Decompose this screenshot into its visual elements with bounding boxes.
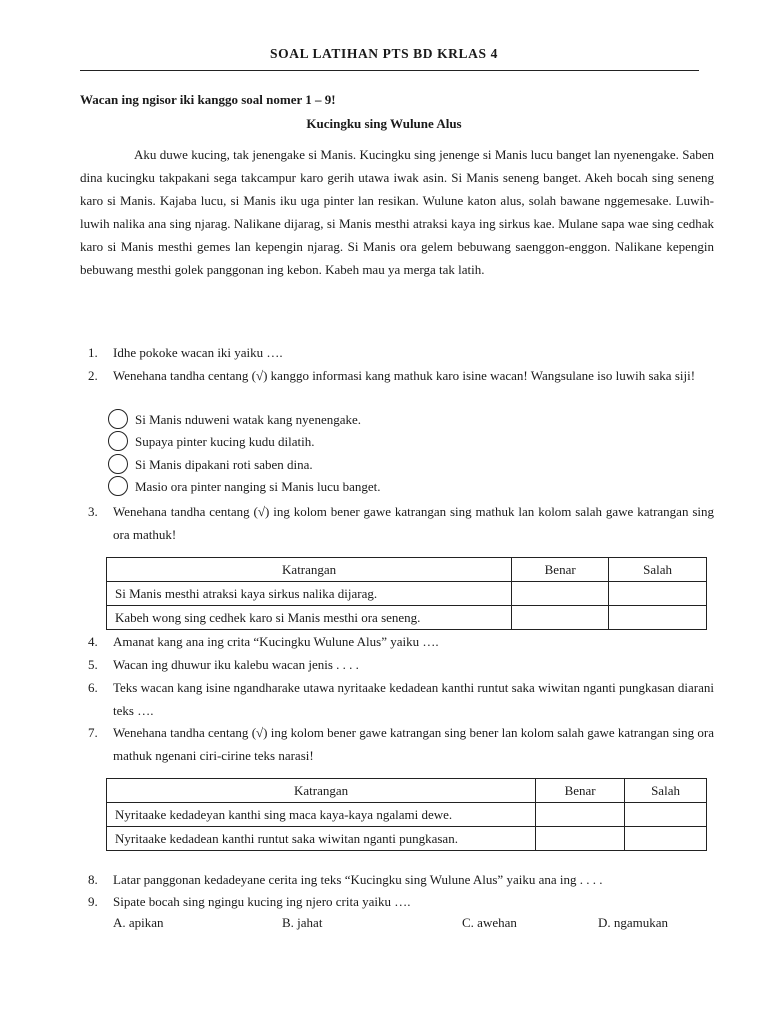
question-text: Teks wacan kang isine ngandharake utawa nyritaake kedadean kanthi runtut saka wiwitan nganti pungkasan diarani teks …. [113,680,714,718]
benar-cell[interactable] [512,606,609,630]
answer-circle[interactable] [108,409,128,429]
choice-a[interactable]: A. apikan [113,915,164,930]
column-header: Katrangan [107,779,536,803]
question-5 [88,653,714,676]
column-header: Benar [512,558,609,582]
q7-answer-table [106,778,707,851]
benar-cell[interactable] [536,803,625,827]
table-header-row [107,558,707,582]
question-4 [88,630,714,653]
question-number: 2. [88,368,98,383]
question-number: 9. [88,894,98,909]
salah-cell[interactable] [625,827,707,851]
title-divider [80,70,699,71]
answer-circle[interactable] [108,476,128,496]
column-header: Salah [625,779,707,803]
answer-circle[interactable] [108,431,128,451]
q9-choices [113,912,733,934]
q3-answer-table [106,557,707,630]
table-row [107,582,707,606]
question-number: 3. [88,504,98,519]
table-row [107,606,707,630]
question-text: Wenehana tandha centang (√) ing kolom bener gawe katrangan sing bener lan kolom salah gawe katrangan sing ora mathuk ngenani ciri-cirine teks narasi! [113,725,714,763]
option-label: Si Manis dipakani roti saben dina. [135,457,313,472]
benar-cell[interactable] [512,582,609,606]
question-text: Idhe pokoke wacan iki yaiku …. [113,345,283,360]
question-number: 6. [88,680,98,695]
salah-cell[interactable] [609,582,707,606]
question-text: Latar panggonan kedadeyane cerita ing teks “Kucingku sing Wulune Alus” yaiku ana ing . . . . [113,872,603,887]
question-text: Sipate bocah sing ngingu kucing ing njero crita yaiku …. [113,894,411,909]
statement-cell: Si Manis mesthi atraksi kaya sirkus nalika dijarag. [107,582,512,606]
question-number: 7. [88,725,98,740]
question-3 [88,500,714,546]
question-number: 1. [88,345,98,360]
salah-cell[interactable] [609,606,707,630]
option-label: Supaya pinter kucing kudu dilatih. [135,434,315,449]
salah-cell[interactable] [625,803,707,827]
option-label: Masio ora pinter nanging si Manis lucu banget. [135,479,381,494]
question-1 [88,341,714,364]
question-9 [88,890,714,913]
question-number: 4. [88,634,98,649]
column-header: Benar [536,779,625,803]
question-text: Wenehana tandha centang (√) ing kolom bener gawe katrangan sing mathuk lan kolom salah gawe katrangan sing ora mathuk! [113,504,714,542]
question-text: Wenehana tandha centang (√) kanggo informasi kang mathuk karo isine wacan! Wangsulane iso luwih saka siji! [113,368,696,383]
choice-b[interactable]: B. jahat [282,915,323,930]
statement-cell: Kabeh wong sing cedhek karo si Manis mesthi ora seneng. [107,606,512,630]
story-title: Kucingku sing Wulune Alus [306,116,462,131]
table-header-row [107,779,707,803]
question-number: 5. [88,657,98,672]
story-paragraph: Aku duwe kucing, tak jenengake si Manis. Kucingku sing jenenge si Manis lucu banget lan nyenengake. Saben dina kucingku takpakani sega takcampur karo gerih utawa iwak asin. Si Manis seneng banget. Akeh bocah sing seneng karo si Manis. Kajaba lucu, si Manis iku uga pinter lan resikan. Wulune katon alus, solah bawane nggemesake. Luwih-luwih nalika ana sing njarag. Nalikane dijarag, si Manis mesthi atraksi kaya ing sirkus kae. Mulane sapa wae sing cedhak karo si Manis mesthi gemes lan kepengin njarag. Si Manis ora gelem bebuwang saenggon-enggon. Nalikane kepengin bebuwang mesthi golek panggonan ing kebon. Kabeh mau ya merga tak latih. [80,147,714,277]
question-text: Amanat kang ana ing crita “Kucingku Wulune Alus” yaiku …. [113,634,439,649]
question-7 [88,721,714,767]
page-title: SOAL LATIHAN PTS BD KRLAS 4 [270,46,498,61]
choice-c[interactable]: C. awehan [462,915,517,930]
question-text: Wacan ing dhuwur iku kalebu wacan jenis . . . . [113,657,359,672]
table-row [107,803,707,827]
instruction-text: Wacan ing ngisor iki kanggo soal nomer 1 – 9! [80,92,336,107]
table-row [107,827,707,851]
question-8 [88,868,714,891]
statement-cell: Nyritaake kedadeyan kanthi sing maca kaya-kaya ngalami dewe. [107,803,536,827]
question-number: 8. [88,872,98,887]
column-header: Katrangan [107,558,512,582]
benar-cell[interactable] [536,827,625,851]
answer-circle[interactable] [108,454,128,474]
question-2 [88,364,714,387]
choice-d[interactable]: D. ngamukan [598,915,669,930]
option-label: Si Manis nduweni watak kang nyenengake. [135,412,362,427]
question-6 [88,676,714,722]
statement-cell: Nyritaake kedadean kanthi runtut saka wiwitan nganti pungkasan. [107,827,536,851]
column-header: Salah [609,558,707,582]
